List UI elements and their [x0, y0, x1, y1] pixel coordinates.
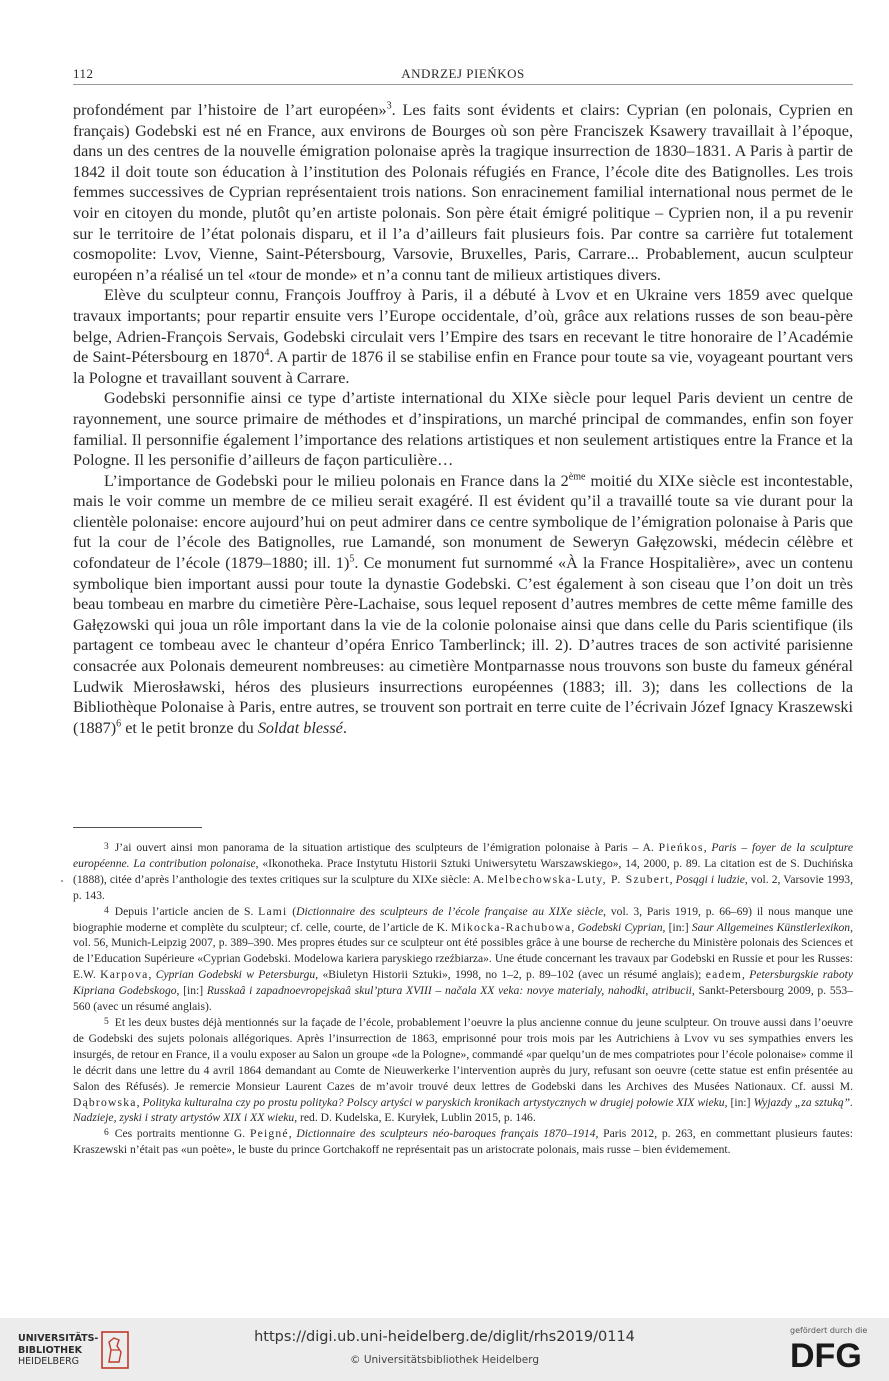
footnote-4: 4 Depuis l’article ancien de S. Lami (Dictionnaire des sculpteurs de l’école française au XIXe siècle, vol. 3, Paris 1919, p. 66–69) il nous manque une biographie moderne et complète du sculpteur; cf. celle, courte, de l’article de K. Mikocka-Rachubowa, Godebski Cyprian, [in:] Saur Allgemeines Künstlerlexikon, vol. 56, Munich-Leipzig 2007, p. 389–390. Mes propres études sur ce sculpteur ont été possibles grâce à une bourse de recherche du Ministère polonais des Sciences et de l’Education Supérieure «Cyprian Godebski. Modelowa kariera paryskiego rzeźbiarza». Une étude concernant les travaux par Godebski en Russie et pour les Russes: E.W. Karpova, Cyprian Godebski w Petersburgu, «Biuletyn Historii Sztuki», 1998, no 1–2, p. 89–102 (avec un résumé anglais); eadem, Petersburgskie raboty Kipriana Godebskogo, [in:] Russkaâ i zapadnoevropejskaâ skul’ptura XVIII – načala XX veka: novye materialy, nahodki, atribucii, Sankt-Petersbourg 2009, p. 553–560 (avec un résumé anglais).	[73, 904, 854, 1014]
viewer-footer	[0, 1318, 889, 1381]
main-text	[73, 100, 853, 738]
footnote-5: 5 Et les deux bustes déjà mentionnés sur la façade de l’école, probablement l’oeuvre la plus ancienne connue du jeune sculpteur. On trouve aussi dans l’oeuvre de Godebski des sujets polonais allégoriques. Après l’insurrection de 1863, emprisonné pour trois mois par les Autrichiens à Lvov vu ses sympathies envers les insurgés, de retour en France, il a voulu exposer au Salon un groupe «de la Pologne», commandé «par quelqu’un de mes compatriotes pour l’école polonaise» comme il le décrit dans une lettre du 4 avril 1864 demandant au Comte de Nieuwerkerke l’intervention auprès du jury, refusant son oeuvre (cette statue est enfin présentée au Salon des Réfusés). Je remercie Monsieur Laurent Cazes de m’avoir trouvé deux lettres de Godebski dans les Archives des Musées Nationaux. Cf. aussi M. Dąbrowska, Polityka kulturalna czy po prostu polityka? Polscy artyści w paryskich kronikach artystycznych w drugiej połowie XIX wieku, [in:] Wyjazdy „za sztuką”. Nadzieje, zyski i straty artystów XIX i XX wieku, red. D. Kudelska, E. Kuryłek, Lublin 2015, p. 146.	[73, 1015, 854, 1125]
logo-line-1: UNIVERSITÄTS-	[18, 1333, 99, 1344]
scan-speck	[61, 880, 63, 882]
footnote-3: 3 J’ai ouvert ainsi mon panorama de la situation artistique des sculpteurs de l’émigration polonaise à Paris – A. Pieńkos, Paris – foyer de la sculpture européenne. La contribution polonaise, «Ikonotheka. Prace Instytutu Historii Sztuki Uniwersytetu Warszawskiego», 14, 2000, p. 89. La citation est de S. Duchińska (1888), citée d’après l’anthologie des textes critiques sur la sculpture du XIXe siècle: A. Melbechowska-Luty, P. Szubert, Posągi i ludzie, vol. 2, Varsovie 1993, p. 143.	[73, 841, 853, 902]
footnote-number: 3	[104, 842, 109, 852]
dfg-logo[interactable]	[789, 1337, 862, 1375]
footnote-ref-3[interactable]: 3	[386, 100, 392, 112]
footnote-6: 6 Ces portraits mentionne G. Peigné, Dictionnaire des sculpteurs néo-baroques français 1870–1914, Paris 2012, p. 263, en commettant plusieurs fautes: Kraszewski n’était pas «un poète», le buste du prince Gortchakoff ne représentait pas un aristocrate polonais, mais russe – bien évidemement.	[73, 1127, 853, 1157]
footnote-ref-5[interactable]: 5	[349, 553, 355, 565]
logo-line-2: BIBLIOTHEK	[18, 1344, 82, 1356]
logo-line-3: HEIDELBERG	[18, 1356, 80, 1367]
footnote-number: 5	[104, 1016, 109, 1027]
running-header	[73, 64, 853, 85]
footnote-ref-4[interactable]: 4	[264, 347, 270, 359]
running-header-author: ANDRZEJ PIEŃKOS	[401, 66, 525, 81]
dfg-logo-text: DFG	[790, 1337, 862, 1375]
paragraph-1: profondément par l’histoire de l’art européen»$^3$. Les faits sont évidents et clairs: Cyprian (en polonais, Cyprien en français) Godebski est né en France, aux environs de Bourges où son père Franciszek Ksawery travaillait à l’époque, dans un des centres de la nouvelle émigration polonaise après la tragique insurrection de 1830–1831. A Paris à partir de 1842 il doit toute son éducation à l’institution des Polonais réfugiés en France, l’école dite des Batignolles. Les trois femmes successives de Cyprian représentaient trois nations. Son enracinement familial international nous permet de le voir en citoyen du monde, plutôt qu’en artiste polonais. Son père était émigré politique – Cyprien non, il a pu revenir sur le territoire de l’état polonais disparu, et il l’a d’ailleurs fait plusieurs fois. Par contre sa carrière fut totalement cosmopolite: Lvov, Vienne, Saint-Pétersbourg, Varsovie, Bruxelles, Paris, Carrare... Probablement, aucun sculpteur européen n’a réalisé un tel «tour de monde» et n’a connu tant de milieux artistiques divers.	[73, 100, 853, 284]
footnote-number: 4	[104, 905, 109, 916]
footnote-number: 6	[104, 1128, 109, 1139]
footnote-separator	[73, 827, 202, 828]
copyright-notice: © Universitätsbibliothek Heidelberg	[349, 1354, 539, 1366]
footnotes	[73, 840, 853, 1158]
paragraph-2: Elève du sculpteur connu, François Jouffroy à Paris, il a débuté à Lvov et en Ukraine vers 1859 avec quelque travaux importants; pour repartir ensuite vers l’Europe occidentale, d’où, grâce aux relations russes de son beau-père belge, Adrien-François Servais, Godebski circulait vers l’Empire des tsars en recevant le titre honoraire de l’Académie de Saint-Pétersbourg en 1870$^4$. A partir de 1876 il se stabilise enfin en France pour toute sa vie, voyageant pourtant vers la Pologne et travaillant souvent à Carrare.	[73, 286, 853, 387]
funding-caption: gefördert durch die	[790, 1326, 868, 1335]
paragraph-4: L’importance de Godebski pour le milieu polonais en France dans la 2ème moitié du XIXe siècle est incontestable, mais le voir comme un membre de ce milieu serait exagéré. Il est évident qu’il a travaillé toute sa vie durant pour la clientèle polonaise: encore aujourd’hui on peut admirer dans ce centre symbolique de l’émigration polonaise à Paris que fut la cour de l’école des Batignolles, rue Lamandé, son monument de Seweryn Gałęzowski, médecin célèbre et cofondateur de l’école (1879–1880; ill. 1)$^5$. Ce monument fut surnommé «À la France Hospitalière», avec un contenu symbolique bien important aussi pour toute la dynastie Godebski. C’est également à son ciseau que l’on doit un très beau tombeau en marbre du cimetière Père-Lachaise, sous lequel reposent d’autres membres de cette même famille des Gałęzowski qui joua un rôle important dans la vie de la colonie polonaise ainsi que dans celle du Paris scientifique (ils partagent ce tombeau avec le chanteur d’opéra Enrico Tamberlinck; ill. 2). D’autres traces de son activité parisienne consacrée aux Polonais demeurent nombreuses: au cimetière Montparnasse nous trouvons son buste du fameux général Ludwik Mierosławski, héros des plusieurs insurrections européennes (1883; ill. 3); dans les collections de la Bibliothèque Polonaise à Paris, entre autres, se trouvent son portrait en terre cuite de l’écrivain Józef Ignacy Kraszewski $(1887)^6$ et le petit bronze du Soldat blessé.	[73, 471, 853, 737]
permalink-url[interactable]: https://digi.ub.uni-heidelberg.de/diglit/rhs2019/0114	[254, 1329, 635, 1345]
superscript-eme: ème	[568, 471, 586, 483]
title-soldat-blesse: Soldat blessé	[257, 718, 343, 737]
footnote-ref-6[interactable]: 6	[116, 718, 122, 730]
paragraph-3: Godebski personnifie ainsi ce type d’artiste international du XIXe siècle pour lequel Paris devient un centre de rayonnement, une source primaire de méthodes et d’inspirations, un marché principal de commandes, enfin son foyer familial. Il personnifie également l’importance des relations artistiques et non seulement artistiques entre la France et la Pologne. Il les personifie d’ailleurs de façon particulière…	[73, 389, 853, 470]
page-number: 112	[73, 66, 94, 81]
